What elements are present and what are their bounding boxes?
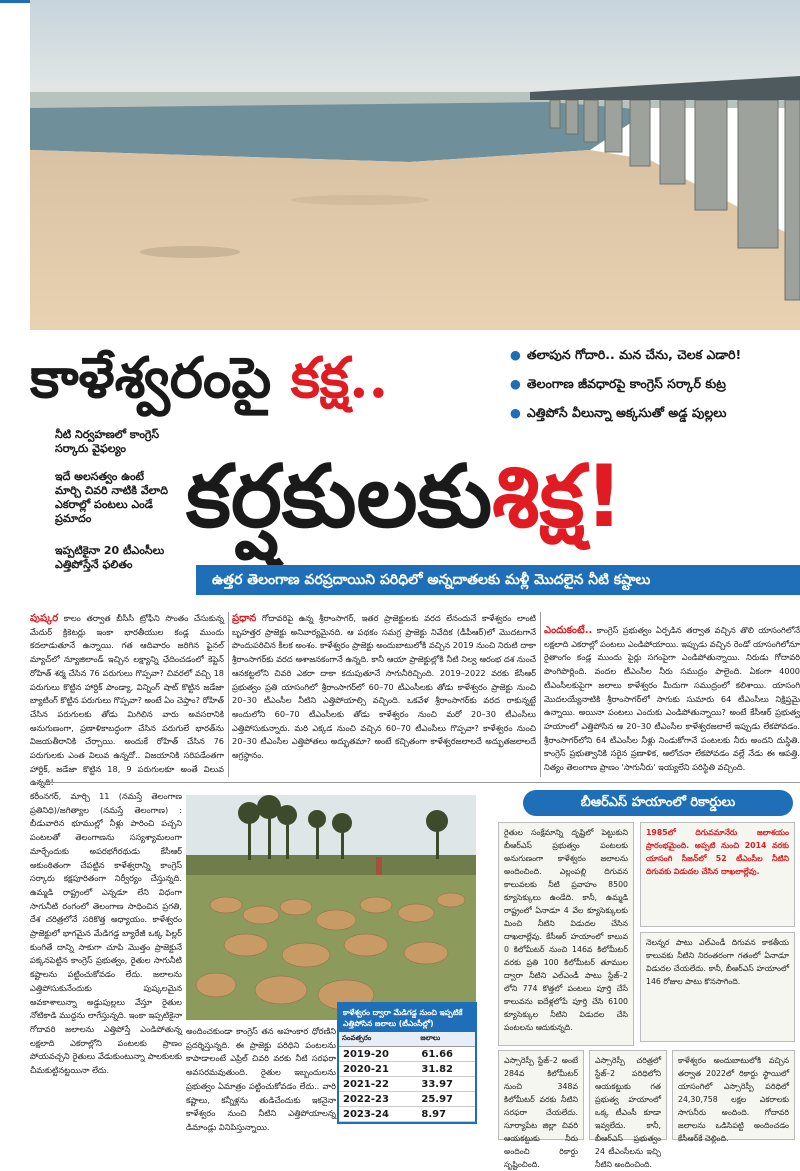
record-box: కాళేశ్వరం అందుబాటులోకి వచ్చిన తర్వాత 2022లో రికార్డు స్థాయిలో యాసంగిలో ఎస్సారెస్పీ పరిధిలో 24,30,758 లక్షల ఎకరాలకు సాగునీరు అందింది. గోదావరి జలాలను ఒడిసిపట్టి అందించడం కేసీఆర్‌కే చెల్లింది. <box>672 1050 795 1140</box>
record-box: నెలన్నర పాటు ఎల్‌ఎండీ దిగువన కాకతీయ కాలువకు నీటిని నిరంతరంగా గతంలో ఏనాడూ విడుదల చేయలేదు. కానీ, బీఆర్‌ఎస్‌ హయాంలో 146 రోజుల పాటు కొనసాగింది. <box>640 932 795 1042</box>
record-box: ఎస్సారెస్పీ చరిత్రలో స్టేజ్‌–2 పరిధిలోని ఆయకట్టుకు గత ప్రభుత్వ హయాంలో ఒక్క టీఎంసీ కూడా ఇవ్వలేదు. కానీ, బీఆర్‌ఎస్‌ ప్రభుత్వం 24 టీఎంసీలను ఇచ్చి నీటిని అందించింది. <box>589 1050 667 1140</box>
column-divider <box>540 612 541 777</box>
headline-prefix: కాళేశ్వరంపై <box>30 345 272 411</box>
water-lifted-table <box>337 1002 477 1124</box>
lead-word: ప్రధాన <box>232 613 257 624</box>
table-title: కాళేశ్వరం ద్వారా మేడిగడ్డ నుంచి ఇప్పటికే ఎత్తిపోసిన జలాలు (టీఎంసీల్లో) <box>339 1004 475 1032</box>
tmc-cell: 31.82 <box>417 1062 475 1077</box>
table-header: జలాలు <box>417 1032 475 1047</box>
table-row <box>339 1077 475 1092</box>
data-table <box>339 1032 475 1122</box>
tmc-cell: 33.97 <box>417 1077 475 1092</box>
bullet-item: ● తలాపున గోదారి.. మన చేను, చెలక ఎడారి! <box>510 347 742 362</box>
bullet-dot-icon: ● <box>510 405 521 420</box>
article-column-2 <box>232 612 536 777</box>
year-cell: 2021-22 <box>339 1077 417 1092</box>
subheading-banner: ఉత్తర తెలంగాణ వరప్రదాయిని పరిధిలో అన్నదాతలకు మళ్లీ మొదలైన నీటి కష్టాలు <box>196 565 800 595</box>
tmc-cell: 25.97 <box>417 1092 475 1107</box>
table-header: సంవత్సరం <box>339 1032 417 1047</box>
year-cell: 2020-21 <box>339 1062 417 1077</box>
big-headline-red: శిక్ష! <box>492 447 624 547</box>
main-headline <box>30 338 490 418</box>
big-headline <box>186 432 800 562</box>
sheep-field-photo <box>186 795 476 1020</box>
record-box: రైతుల సంక్షేమాన్ని దృష్టిలో పెట్టుకుని బీఆర్‌ఎస్‌ ప్రభుత్వం పంటలకు అనుగుణంగా కాళేశ్వరం జలాలను అందించింది. ఎల్లంపల్లి దిగువన కాలువలకు నీటి ప్రవాహం 8500 క్యూసెక్కులు ఉండేది. కానీ, ఉమ్మడి రాష్ట్రంలో ఏనాడూ 4 వేల క్యూసెక్కులకు మించి నీటిని విడుదల చేసిన దాఖలాల్లేవు. కేసీఆర్‌ హయాంలో కాలువ 0 కిలోమీటర్‌ నుంచి 146వ కిలోమీటర్‌ వరకు ప్రతి 100 కిలోమీటర్‌ తూముల ద్వారా నీటిని ఎల్‌ఎండీ పాటు స్టేజ్‌–2 లోని 774 కొత్తలో పంటలు పూర్తి చేసే కాలువను ఐదేళ్లలోపే పూర్తి చేసి 6100 క్యూసెక్కుల నీటిని విడుదల చేసి పంటలను ఆదుకున్నది. <box>498 822 634 1046</box>
record-box: ఎస్సారెస్పీ స్టేజ్‌–2 అంటే 284వ కిలోమీటర్‌ నుంచి 348వ కిలోమీటర్‌ వరకు నీటిని సరఫరా చేయలేదు. సూర్యాపేట జిల్లా చివరి ఆయకట్టుకు నీరు అందించి రికార్డు సృష్టించింది. <box>498 1050 584 1140</box>
table-row <box>339 1047 475 1062</box>
headline-red: కక్ష.. <box>290 345 389 411</box>
article-text: గోదావరిపై ఉన్న శ్రీరాంసాగర్‌, ఇతర ప్రాజెక్టులకు వరద లేనందునే కాళేశ్వరం లాంటి బృహత్తర ప్రాజెక్టు అనివార్యమైనది. ఆ పథకం సమగ్ర ప్రాజెక్టు నివేదిక (డీపీఆర్‌)లో మొదటగానే పొందుపరిచిన కీలక అంశం. కాళేశ్వరం ప్రాజెక్టు అందుబాటులోకి వచ్చిన 2019 నుంచి నిరుటి దాకా శ్రీరాంసాగర్‌కు వరద ఆశాజనకంగానే ఉన్నది. కానీ ఆయా ప్రాజెక్టుల్లోకి నీటి నిల్వ ఆరంభ దశ నుంచే ఆనకట్టలోని చివరి ఎకరా దాకా కదుపుతూనే సాగునీరిచ్చింది. 2019–2022 వరకు కేసీఆర్‌ ప్రభుత్వం ప్రతి యాసంగిలో శ్రీరాంసాగర్‌లో 60–70 టీఎంసీలకు తోడు కాళేశ్వరం ప్రాజెక్టు నుంచి 20–30 టీఎంసీల నీటిని ఎత్తిపోయాల్సి వచ్చింది. ఒకవేళ శ్రీరాంసాగర్‌కు వరద రాకున్నట్టే అందులోని 60–70 టీఎంసీలకు తోడు కాళేశ్వరం నుంచి మరో 20–30 టీఎంసీలు ఎత్తిపోసుకున్నారు. మరి ఎక్కడ నుంచి వచ్చిన 60–70 టీఎంసీలు గొప్పవా? కాళేశ్వరం నుంచి 20–30 టీఎంసీల ఎత్తిపోతలు అద్భుతమా? అంటే కచ్చితంగా కాళేశ్వరజలాలదే అద్భుతజలాలదే అగ్రస్థానం. <box>232 613 537 761</box>
record-box: 1985లో దిగువమానేరు జలాశయం ప్రారంభమైంది. అప్పటి నుంచి 2014 వరకు యాసంగి సీజన్‌లో 52 టీఎంసీల నీటిని దిగువకు విడుదల చేసిన దాఖలాల్లేవు. <box>640 822 795 927</box>
side-note: ఇప్పటికైనా 20 టీఎంసీలు ఎత్తిపోస్తేనే ఫలితం <box>55 544 165 571</box>
lead-word: ఎందుకంటే.. <box>544 625 593 636</box>
table-row <box>339 1107 475 1122</box>
table-row <box>339 1062 475 1077</box>
bullet-item: ● ఎత్తిపోసే వీలున్నా అక్కసుతో అడ్డ పుల్లలు <box>510 405 727 420</box>
bullet-dot-icon: ● <box>510 347 521 362</box>
barrage-illustration <box>30 0 800 330</box>
year-cell: 2022-23 <box>339 1092 417 1107</box>
year-cell: 2023-24 <box>339 1107 417 1122</box>
horizontal-rule <box>30 782 800 783</box>
table-row <box>339 1092 475 1107</box>
headline-bullets <box>510 340 800 427</box>
article-text: అందించకుండా కాంగ్రెస్‌ తన అహంకార ధోరణిని ప్రదర్శిస్తున్నది. ఈ ప్రాజెక్టు పరిధిని పంటలను కాపాడాలంటే ఎప్రిల్‌ చివరి వరకు నీటి సరఫరా అవసరమవుతుంది. రైతుల ఇబ్బందులను ప్రభుత్వం ఏమాత్రం పట్టించుకోవడం లేదు.. వారి కష్టాలు, కన్నీళ్లను తుడిచేందుకు ఇకనైనా కాళేశ్వరం నుంచి నీటిని ఎత్తిపోయాలన్న డిమాండ్లు వినిపిస్తున్నాయి. <box>186 1026 336 1132</box>
article-column-5 <box>186 1025 336 1143</box>
bullet-dot-icon: ● <box>510 376 521 391</box>
bullet-item: ● తెలంగాణ జీవధారపై కాంగ్రెస్‌ సర్కార్‌ కుట్ర <box>510 376 726 391</box>
side-notes <box>55 428 175 586</box>
article-text: బీడువారిన భూముల్లో నీళ్లు పారించి పచ్చని పంటలతో తెలంగాణను సస్యశ్యామలంగా మార్చేందుకు అపరభగీరథుడు కేసీఆర్‌ అకుంఠితంగా చేపట్టిన కాళేశ్వరాన్ని కాంగ్రెస్‌ సర్కారు కక్షపూరితంగా నిర్వీర్యం చేస్తున్నది. ఉమ్మడి రాష్ట్రంలో ఎన్నడూ లేని విధంగా సాగునీటి రంగంలో తెలంగాణ సాధించిన ప్రగతి, దేశ చరిత్రలోనే సరికొత్త అధ్యాయం. కాళేశ్వరం ప్రాజెక్టులో భాగమైన మేడిగడ్డ బ్యారేజీ ఒక్క పిల్లర్‌ కుంగితే దాన్ని సాకుగా చూపి మొత్తం ప్రాజెక్టునే పక్కనపెట్టిన కాంగ్రెస్‌ ప్రభుత్వం, రైతుల సాగునీటి కష్టాలను పట్టించుకోవడం లేదు. జలాలను ఎత్తిపోసుకునేందుకు పుష్కలమైన అవకాశాలున్నా అడ్డుపుల్లలు వేస్తూ రైతుల నోటికాడి ముద్దను లాగేస్తున్నది. ఇంకా ఇప్పటికైనా గోదావరి జలాలను ఎత్తిపోస్తే ఎండిపోతున్న లక్షలాది ఎకరాల్లోని పంటలకు ప్రాణం పోయవచ్చని రైతులు వేడుకుంటున్నా పాలకులకు చీమకుట్టినట్టయినా లేదు. <box>30 818 182 1076</box>
tmc-cell: 61.66 <box>417 1047 475 1062</box>
year-cell: 2019-20 <box>339 1047 417 1062</box>
article-text: కాలం తర్వాత బీసీసీ ట్రోఫీని సొంతం చేసుకున్న మేదుర్‌ క్రికెటర్లు ఇంకా భారతీయుల కండ్ల ముందు కదలాడుతూనే ఉన్నాయి. గత ఆదివారం జరిగిన ఫైనల్‌ మ్యాచ్‌లో న్యూజిలాండ్‌ ఇచ్చిన లక్ష్యాన్ని ఛేదించడంలో కెప్టెన్‌ రోహిత్‌ శర్మ చేసిన 76 పరుగులు గొప్పవా? చివరలో వచ్చి 18 పరుగులు కొట్టిన హార్దిక్‌ పాండ్యా, విన్నింగ్‌ షాట్‌ కొట్టిన జడేజా బ్యాటింగ్‌ కొట్టిన పరుగులు గొప్పవా? అంటే ఏం చెప్తాం? రోహిత్‌ చేసిన పరుగులకు తోడు మిగిలిన వారు అవసరానికి అనుగుణంగా, ప్రణాళికాబద్ధంగా చేసిన పరుగులే భారత్‌ను విజయతీరానికి చేర్చాయి. అందుకే రోహిత్‌ చేసిన 76 పరుగులకు ఎంత విలువ ఉన్నదో.. విజయానికి సరిపడేంతగా హార్దిక్‌, జడేజా కొట్టిన 18, 9 పరుగులకూ అంతే విలువ <box>30 613 224 774</box>
side-note: ఇదే అలసత్వం ఉంటే మార్చి చివరి నాటికి వేలాది ఎకరాల్లో పంటలు ఎండే ప్రమాదం <box>55 470 168 525</box>
lead-word: పుష్కర <box>30 613 59 624</box>
column-divider <box>228 612 229 777</box>
dateline: కరీంనగర్‌, మార్చి 11 (నమస్తే తెలంగాణ ప్రతినిధి)/జగిత్యాల (నమస్తే తెలంగాణ) : <box>30 791 182 815</box>
tmc-cell: 8.97 <box>417 1107 475 1122</box>
sheep-illustration <box>186 795 476 1020</box>
article-column-1 <box>30 612 224 777</box>
article-text: కాంగ్రెస్‌ ప్రభుత్వం ఏర్పడిన తర్వాత వచ్చిన తొలి యాసంగిలోనే లక్షలాది ఎకరాల్లో పంటలు ఎండిపోయాయి. ఇప్పుడు వచ్చిన రెండో యాసంగిలోనూ రైతాంగం కండ్ల ముందు పైర్లు సగంపైగా ఎండిపోతున్నాయి. నిరుడు గోదావరి పొంగిపొర్లింది. వందల టీఎంసీల నీరు సముద్రం పాలైంది. ఏకంగా 4000 టీఎంసీలకుపైగా జలాలు కాళేశ్వరం మీదుగా సముద్రంలో కలిశాయి. యాసంగి మొదలయ్యేనాటికి శ్రీరాంసాగర్‌లో సాగుకు సుమారు 64 టీఎంసీలు నిక్షిప్తమై ఉన్నాయి. అయినా పంటలు ఎందుకు ఎండిపోతున్నాయి? అంటే కేసీఆర్‌ ప్రభుత్వ హయాంలో ఎత్తిపోసిన ఆ 20–30 టీఎంసీల కాళేశ్వరజలాలే ఇప్పుడు లేకపోవడం. శ్రీరాంసాగర్‌లోని 64 టీఎంసీల నీళ్లు నిండుకోగానే పంటలకు నీరు అందని దుస్థితి. కాంగ్రెస్‌ ప్రభుత్వానికి సరైన ప్రణాళిక, ఆలోచనా లేకపోవడం వల్లే నేడు ఈ ఆపత్తి. నిత్యం తెలంగాణ ప్రాణం 'సాగునీరు' ఇయ్యలేని పరిస్థితి వచ్చింది. <box>544 625 800 773</box>
records-heading: బీఆర్‌ఎస్‌ హయాంలో రికార్డులు <box>523 790 793 816</box>
article-column-4 <box>30 790 182 1143</box>
barrage-photo <box>30 0 800 330</box>
side-note: నీటి నిర్వహణలో కాంగ్రెస్‌ సర్కారు వైఫల్యం <box>55 428 160 455</box>
big-headline-prefix: కర్షకులకు <box>186 447 493 547</box>
article-column-3 <box>544 624 800 789</box>
